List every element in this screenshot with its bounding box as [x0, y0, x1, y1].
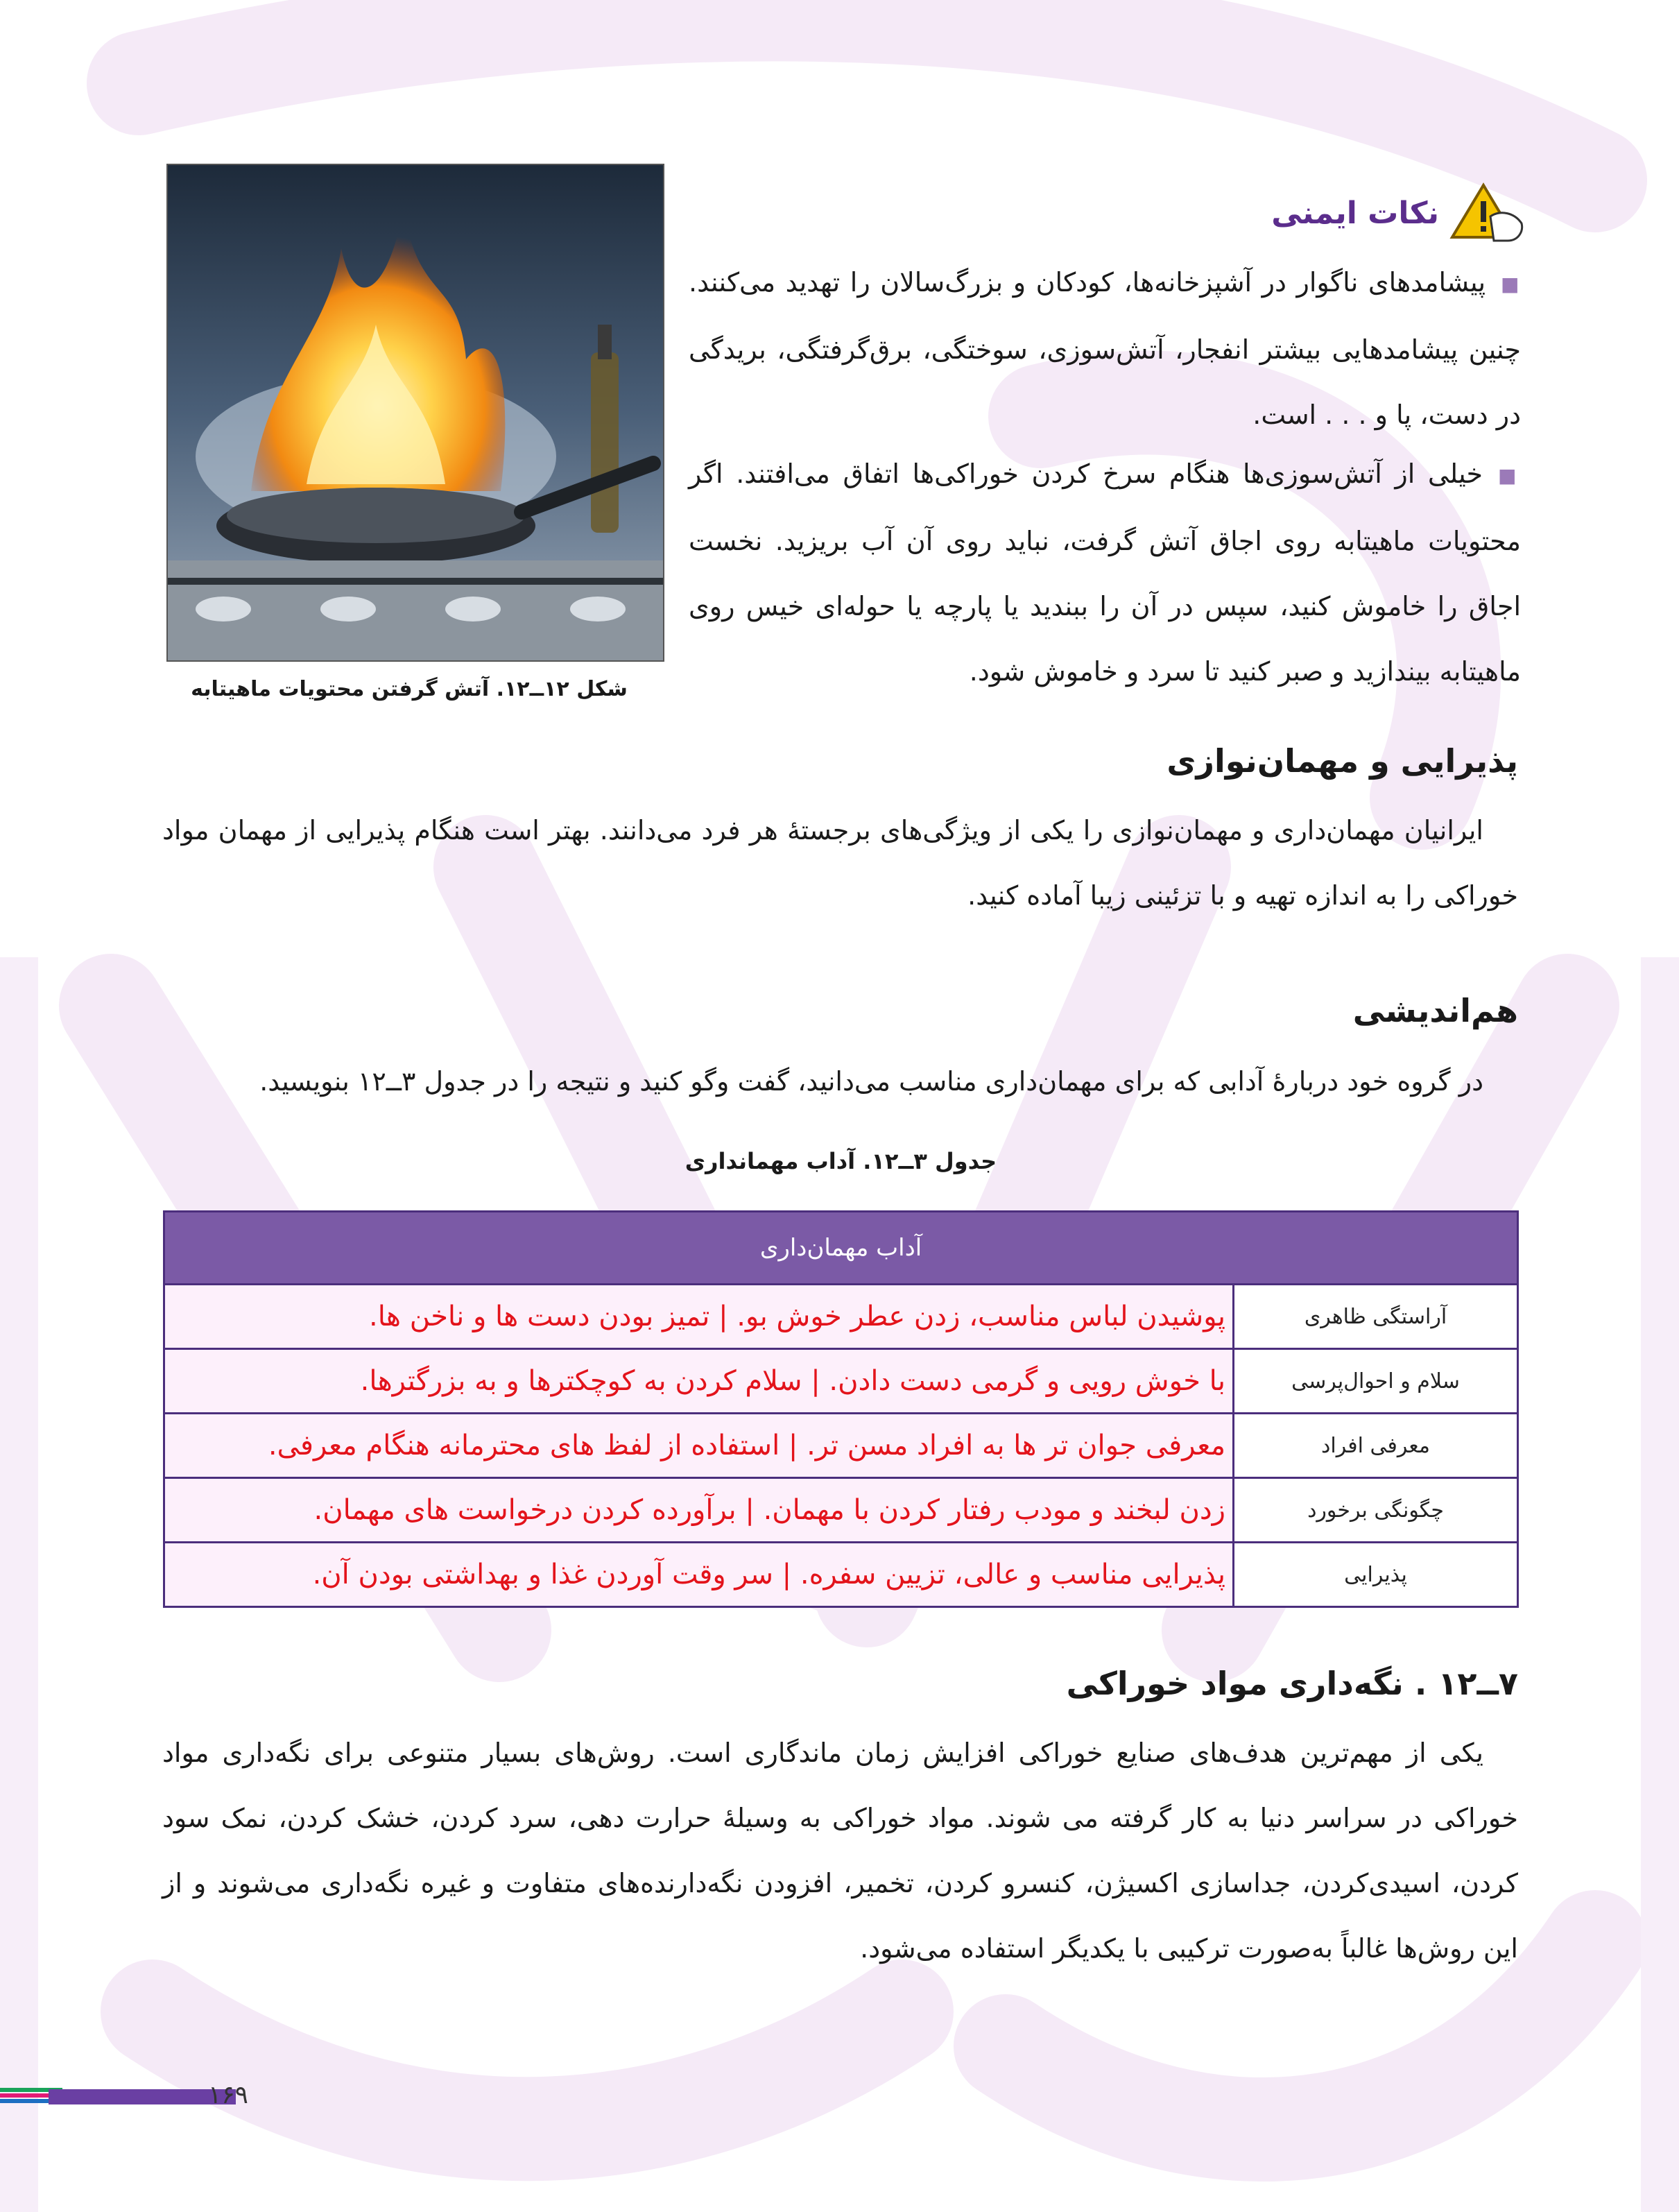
row-label: چگونگی برخورد [1234, 1478, 1518, 1543]
hospitality-text: ایرانیان مهمان‌داری و مهمان‌نوازی را یکی از ویژگی‌های برجستهٔ هر فرد می‌دانند. بهتر است هنگام پذیرایی از مهمان مواد خوراکی را به اندازه تهیه و با تزئینی زیبا آماده کنید. [162, 815, 1518, 911]
pan-fire-photo [166, 164, 664, 662]
footer-color-bars [0, 2088, 236, 2116]
table-row [164, 1414, 1518, 1478]
square-bullet-icon: ■ [1501, 272, 1521, 295]
row-answer: معرفی جوان تر ها به افراد مسن تر. | استفاده از لفظ های محترمانه هنگام معرفی. [164, 1414, 1234, 1478]
row-label: معرفی افراد [1234, 1414, 1518, 1478]
table-row [164, 1285, 1518, 1349]
figure-caption: شکل ۱۲ــ۱۲. آتش گرفتن محتویات ماهیتابه [191, 677, 628, 701]
safety-paragraph-2: ■خیلی از آتش‌سوزی‌ها هنگام سرخ کردن خوراکی‌ها اتفاق می‌افتند. اگر محتویات ماهیتابه روی اجاق آتش گرفت، نباید روی آن آب بریزید. نخست اجاق را خاموش کنید، سپس در آن را ببندید یا پارچه یا حوله‌ای خیس روی ماهیتابه بیندازید و صبر کنید تا سرد و خاموش شود. [689, 458, 1521, 687]
safety-heading [1271, 182, 1525, 244]
table-header: آداب مهمان‌داری [164, 1212, 1518, 1285]
square-bullet-icon: ■ [1498, 463, 1521, 487]
table-row [164, 1543, 1518, 1607]
row-label: سلام و احوال‌پرسی [1234, 1349, 1518, 1414]
thinking-text: در گروه خود دربارهٔ آدابی که برای مهمان‌داری مناسب می‌دانید، گفت وگو کنید و نتیجه را در جدول ۳ــ۱۲ بنویسید. [259, 1066, 1483, 1097]
table-row [164, 1478, 1518, 1543]
row-label: پذیرایی [1234, 1543, 1518, 1607]
storage-text: یکی از مهم‌ترین هدف‌های صنایع خوراکی افزایش زمان ماندگاری است. روش‌های بسیار متنوعی برای نگه‌داری مواد خوراکی در سراسر دنیا به کار گرفته می شوند. مواد خوراکی به وسیلهٔ حرارت دهی، سرد کردن، خشک کردن، نمک سود کردن، اسیدی‌کردن، جداسازی اکسیژن، کنسرو کردن، تخمیر، افزودن نگه‌دارنده‌های متفاوت و غیره نگه‌داری می‌شوند و از این روش‌ها غالباً به‌صورت ترکیبی با یکدیگر استفاده می‌شود. [162, 1738, 1518, 1964]
table-header-row [164, 1212, 1518, 1285]
storage-title: ۷ــ۱۲ . نگه‌داری مواد خوراکی [1066, 1665, 1518, 1702]
hospitality-title: پذیرایی و مهمان‌نوازی [1166, 742, 1518, 780]
warning-hand-icon [1449, 182, 1525, 244]
row-label: آراستگی ظاهری [1234, 1285, 1518, 1349]
page-number: ۱۶۹ [208, 2081, 249, 2109]
thinking-title: هم‌اندیشی [1352, 992, 1518, 1029]
row-answer: زدن لبخند و مودب رفتار کردن با مهمان. | برآورده کردن درخواست های مهمان. [164, 1478, 1234, 1543]
safety-title: نکات ایمنی [1271, 195, 1439, 231]
row-answer: با خوش رویی و گرمی دست دادن. | سلام کردن به کوچکترها و به بزرگترها. [164, 1349, 1234, 1414]
manners-table [163, 1210, 1519, 1608]
row-answer: پوشیدن لباس مناسب، زدن عطر خوش بو. | تمیز بودن دست ها و ناخن ها. [164, 1285, 1234, 1349]
row-answer: پذیرایی مناسب و عالی، تزیین سفره. | سر وقت آوردن غذا و بهداشتی بودن آن. [164, 1543, 1234, 1607]
table-row [164, 1349, 1518, 1414]
safety-paragraph-1: ■پیشامدهای ناگوار در آشپزخانه‌ها، کودکان و بزرگ‌سالان را تهدید می‌کنند. چنین پیشامدهایی بیشتر انفجار، آتش‌سوزی، سوختگی، برق‌گرفتگی، بریدگی در دست، پا و . . . است. [689, 267, 1521, 430]
table-caption: جدول ۳ــ۱۲. آداب مهمانداری [684, 1148, 997, 1174]
